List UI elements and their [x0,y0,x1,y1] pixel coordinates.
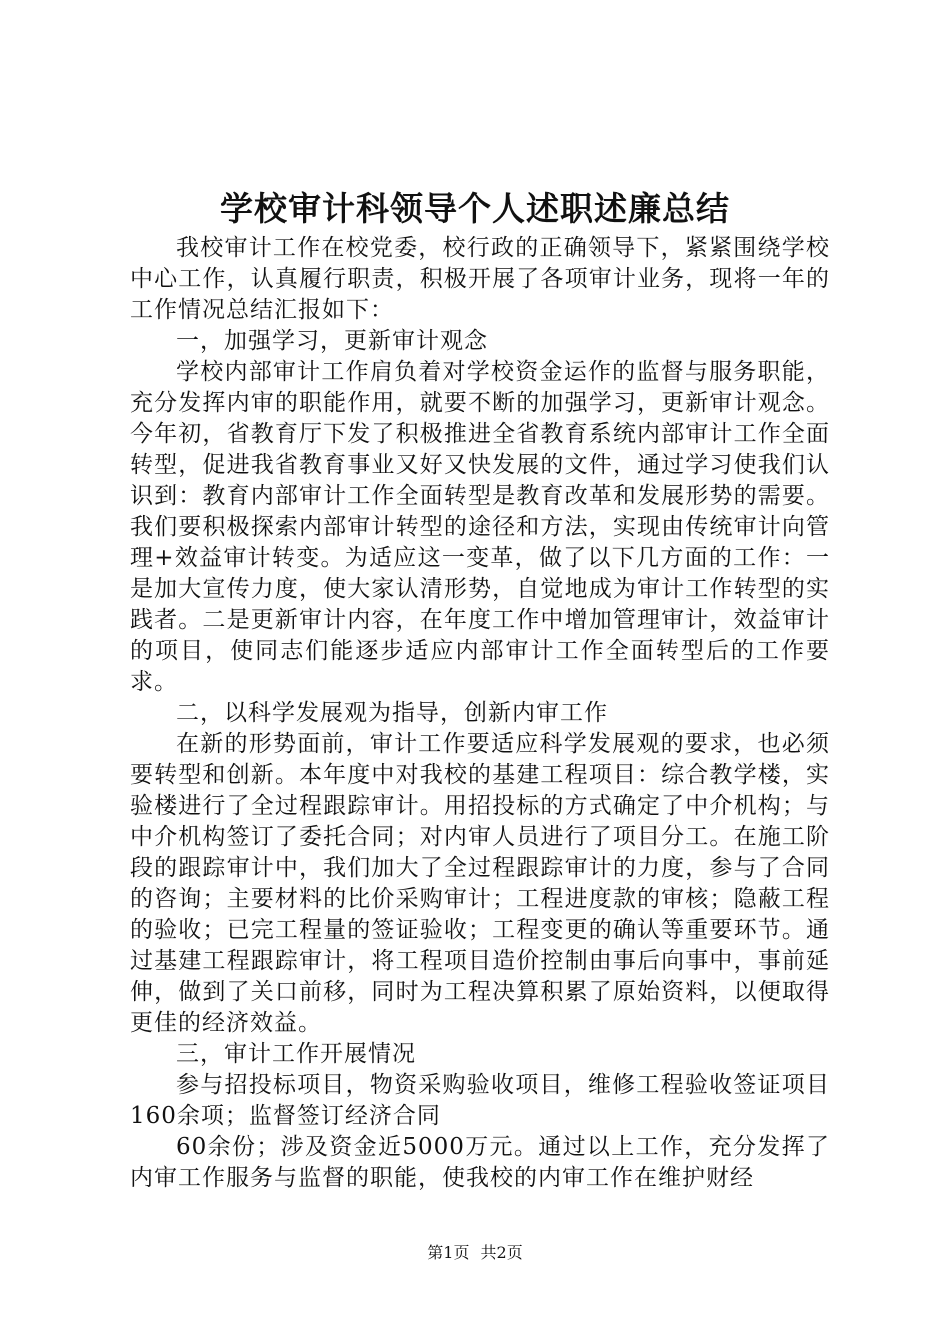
intro-paragraph: 我校审计工作在校党委，校行政的正确领导下，紧紧围绕学校中心工作，认真履行职责，积极开展了各项审计业务，现将一年的工作情况总结汇报如下： [130,235,830,323]
section-1-paragraph: 学校内部审计工作肩负着对学校资金运作的监督与服务职能，充分发挥内审的职能作用，就要不断的加强学习，更新审计观念。今年初，省教育厅下发了积极推进全省教育系统内部审计工作全面转型，促进我省教育事业又好又快发展的文件，通过学习使我们认识到：教育内部审计工作全面转型是教育改革和发展形势的需要。我们要积极探索内部审计转型的途径和方法，实现由传统审计向管理+效益审计转变。为适应这一变革，做了以下几方面的工作：一是加大宣传力度，使大家认清形势，自觉地成为审计工作转型的实践者。二是更新审计内容，在年度工作中增加管理审计，效益审计的项目，使同志们能逐步适应内部审计工作全面转型后的工作要求。 [130,359,830,695]
section-heading-3: 三，审计工作开展情况 [176,1041,416,1067]
document-title: 学校审计科领导个人述职述廉总结 [220,189,730,228]
section-heading-2: 二，以科学发展观为指导，创新内审工作 [176,700,608,726]
page-number: 第1页 [427,1243,470,1262]
section-3-paragraph: 参与招投标项目，物资采购验收项目，维修工程验收签证项目160余项；监督签订经济合同 [130,1072,830,1129]
page-footer [0,1243,950,1263]
section-3-continued-paragraph: 60余份；涉及资金近5000万元。通过以上工作，充分发挥了内审工作服务与监督的职能，使我校的内审工作在维护财经 [130,1134,830,1191]
document-body [130,233,830,1194]
section-2-paragraph: 在新的形势面前，审计工作要适应科学发展观的要求，也必须要转型和创新。本年度中对我校的基建工程项目：综合教学楼，实验楼进行了全过程跟踪审计。用招投标的方式确定了中介机构；与中介机构签订了委托合同；对内审人员进行了项目分工。在施工阶段的跟踪审计中，我们加大了全过程跟踪审计的力度，参与了合同的咨询；主要材料的比价采购审计；工程进度款的审核；隐蔽工程的验收；已完工程量的签证验收；工程变更的确认等重要环节。通过基建工程跟踪审计，将工程项目造价控制由事后向事中，事前延伸，做到了关口前移，同时为工程决算积累了原始资料，以便取得更佳的经济效益。 [130,731,830,1036]
section-heading-1: 一，加强学习，更新审计观念 [176,328,488,354]
page-total: 共2页 [480,1243,523,1262]
